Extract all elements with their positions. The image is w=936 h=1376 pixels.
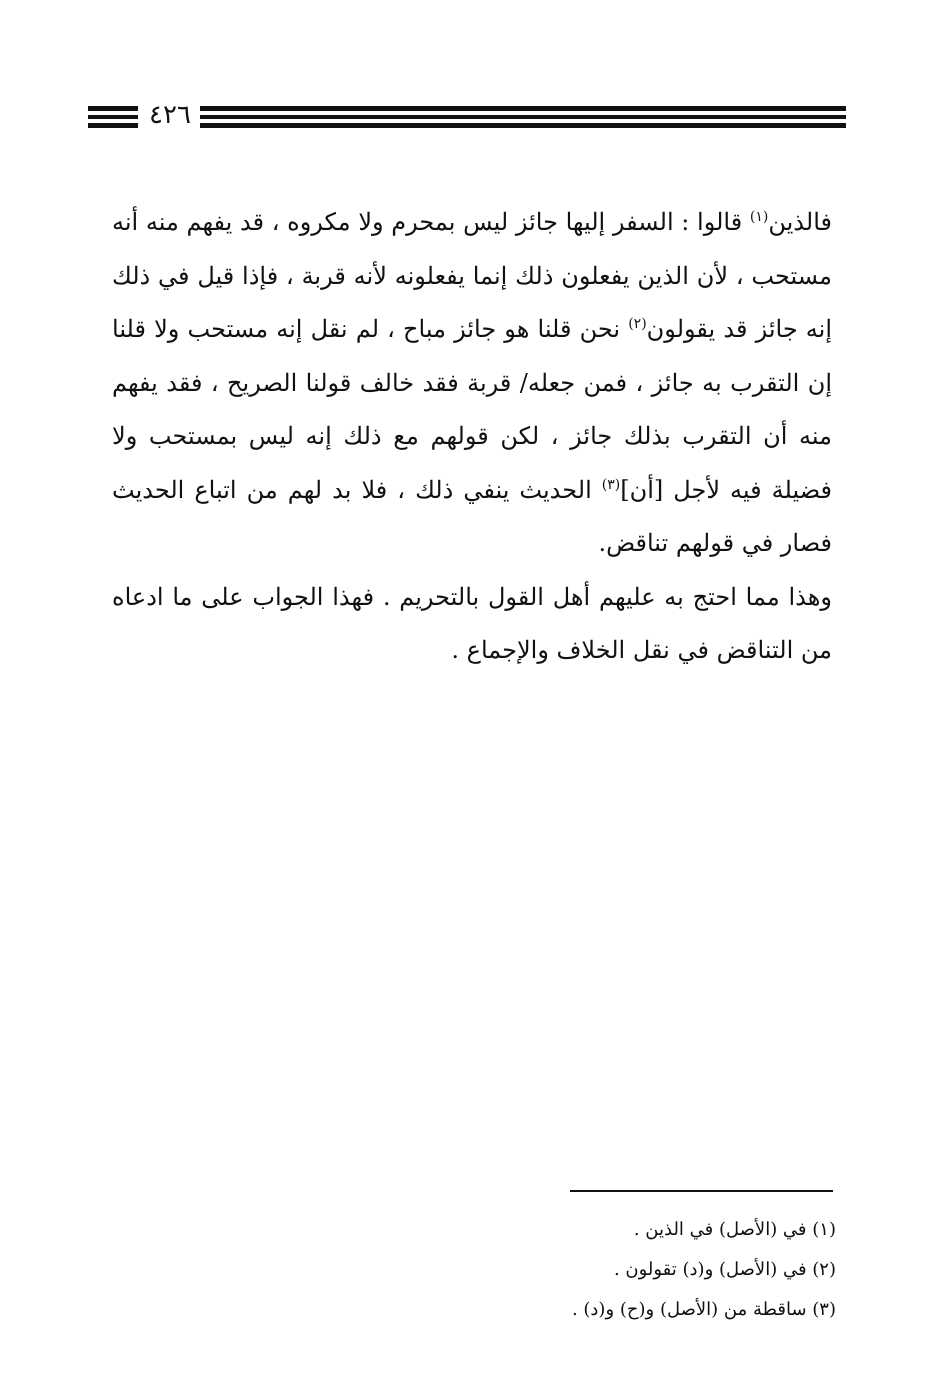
- footnote: (١) في (الأصل) في الذين .: [633, 1219, 836, 1240]
- header-rule-bar: [200, 106, 846, 111]
- header-rule-left: [88, 106, 138, 128]
- footnote-ref: (١): [749, 209, 769, 225]
- text-run: نحن قلنا هو جائز مباح ، لم نقل إنه مستحب ولا قلنا إن التقرب به جائز ، فمن جعله/ قربة فقد خالف قولنا الصريح ، فقد يفهم منه أن التقرب بذلك جائز ، لكن قولهم مع ذلك إنه ليس بمستحب ولا فضيلة فيه لأجل [أن]: [112, 315, 833, 504]
- footnote: (٣) ساقطة من (الأصل) و(ح) و(د) .: [571, 1299, 836, 1320]
- footnote-ref: (٣): [601, 476, 621, 493]
- page-number: ٤٢٦: [149, 100, 191, 130]
- footnotes: [336, 1210, 836, 1330]
- header-rule-bar: [88, 115, 138, 119]
- text-run: قالوا : السفر إليها جائز ليس بمحرم ولا مكروه ، قد يفهم منه أنه مستحب ، لأن الذين يفعلون ذلك إنما يفعلونه لأنه قربة ، فإذا قيل في ذلك إنه جائز قد يقولون: [112, 208, 833, 343]
- paragraph: وهذا مما احتج به عليهم أهل القول بالتحريم . فهذا الجواب على ما ادعاه من التناقض في نقل الخلاف والإجماع .: [112, 582, 832, 664]
- text-run: فالذين: [768, 208, 832, 236]
- header-rule-bar: [200, 123, 846, 128]
- text-run: الحديث ينفي ذلك ، فلا بد لهم من اتباع الحديث فصار في قولهم تناقض.: [112, 475, 832, 557]
- main-text: [112, 196, 832, 678]
- header-rule-bar: [200, 115, 846, 119]
- header-rule-bar: [88, 106, 138, 111]
- footnote-ref: (٢): [628, 316, 647, 332]
- paragraph: [112, 196, 832, 571]
- header-rule-right: [200, 106, 846, 128]
- header-rule-bar: [88, 123, 138, 128]
- page-header: [88, 100, 846, 130]
- footnote-separator: [570, 1190, 833, 1192]
- footnote: (٢) في (الأصل) و(د) تقولون .: [613, 1259, 836, 1280]
